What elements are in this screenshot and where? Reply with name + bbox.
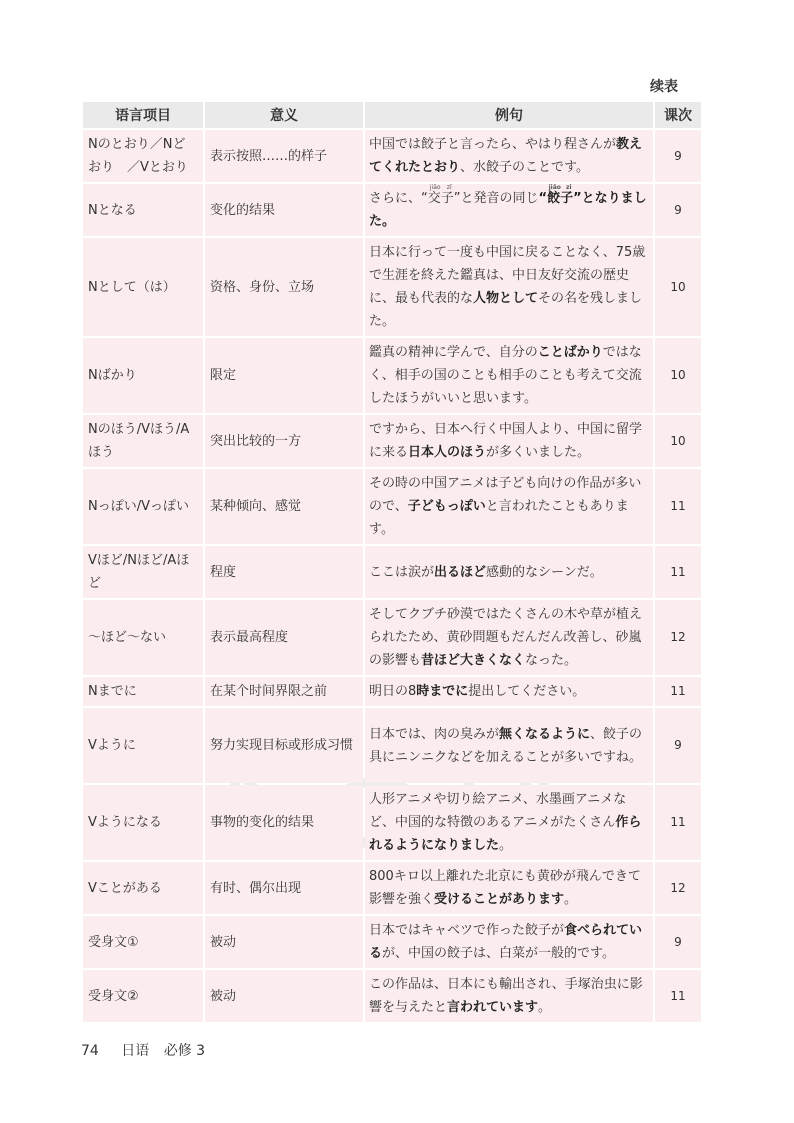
lesson-number: 9 xyxy=(655,184,701,236)
lesson-number: 11 xyxy=(655,970,701,1022)
grammar-item: Nとして（は） xyxy=(83,238,203,336)
example-text: 中国では餃子と言ったら、やはり程さんが xyxy=(369,137,617,152)
example-text: 提出してください。 xyxy=(468,684,586,699)
ruby-base: 交子 xyxy=(427,191,454,206)
grammar-meaning: 限定 xyxy=(205,338,363,413)
example-sentence xyxy=(365,677,653,706)
lesson-number: 10 xyxy=(655,338,701,413)
example-sentence xyxy=(365,130,653,182)
lesson-number: 11 xyxy=(655,677,701,706)
pinyin-reading: jiǎo zi xyxy=(547,184,574,191)
example-text: 感動的なシーンだ。 xyxy=(486,564,603,580)
header-item: 语言项目 xyxy=(83,102,203,128)
table-row xyxy=(83,415,701,467)
example-text: 。 xyxy=(538,1000,552,1015)
page-number: 74 xyxy=(81,1043,99,1059)
grammar-meaning: 资格、身份、立场 xyxy=(205,238,363,336)
example-text: 日本に行って一度も中国に戻ることなく、75歳で生涯を終えた鑑真は、中日友好交流の歴史に、最も代表的な xyxy=(369,245,646,306)
example-text: さらに、“ xyxy=(369,191,428,206)
example-highlight: ことばかり xyxy=(537,345,603,360)
grammar-item: Vほど/Nほど/Aほど xyxy=(83,546,203,598)
example-text: 。 xyxy=(499,838,513,853)
grammar-item: Nっぽい/Vっぽい xyxy=(83,469,203,544)
grammar-meaning: 被动 xyxy=(205,970,363,1022)
example-sentence xyxy=(365,600,653,675)
lesson-number: 9 xyxy=(655,708,701,783)
example-sentence xyxy=(365,785,653,860)
grammar-item: Nのとおり／Nどおり ／Vとおり xyxy=(83,130,203,182)
header-row xyxy=(83,102,701,128)
example-text: 、水餃子のことです。 xyxy=(460,160,589,175)
example-sentence xyxy=(365,415,653,467)
grammar-table xyxy=(81,100,703,1024)
example-text: 人形アニメや切り絵アニメ、水墨画アニメなど、中国的な特徴のあるアニメがたくさん xyxy=(369,792,627,830)
lesson-number: 9 xyxy=(655,130,701,182)
grammar-meaning: 被动 xyxy=(205,916,363,968)
example-text: なった。 xyxy=(525,653,578,668)
example-highlight: 出るほど xyxy=(434,564,487,580)
header-lesson: 课次 xyxy=(655,102,701,128)
header-meaning: 意义 xyxy=(205,102,363,128)
example-text: 。 xyxy=(564,892,578,907)
grammar-item: Nとなる xyxy=(83,184,203,236)
grammar-meaning: 变化的结果 xyxy=(205,184,363,236)
example-text: 800キロ以上離れた北京にも黄砂が飛んできて影響を強く xyxy=(369,869,641,907)
table-row xyxy=(83,238,701,336)
example-text: 明日の8 xyxy=(369,684,417,699)
example-highlight: 言われています xyxy=(447,1000,539,1015)
pinyin-reading: jiāo zǐ xyxy=(427,184,454,191)
example-text: この作品は、日本にも輸出され、手塚治虫に影響を与えたと xyxy=(369,977,643,1015)
grammar-item: 受身文① xyxy=(83,916,203,968)
table-row xyxy=(83,785,701,860)
example-text: と言われたこともあります。 xyxy=(369,499,629,537)
ruby-base: 餃子 xyxy=(547,191,574,206)
table-row xyxy=(83,469,701,544)
table-row xyxy=(83,677,701,706)
page-footer xyxy=(81,1040,205,1060)
grammar-item: Nまでに xyxy=(83,677,203,706)
example-text: その時の中国アニメは子ども向けの作品が多いので、 xyxy=(369,476,642,514)
lesson-number: 11 xyxy=(655,785,701,860)
lesson-number: 11 xyxy=(655,546,701,598)
example-text: ”と発音の同じ xyxy=(453,191,539,206)
example-text: が、中国の餃子は、白菜が一般的です。 xyxy=(382,946,615,961)
lesson-number: 10 xyxy=(655,415,701,467)
example-text: ですから、日本へ行く中国人より、中国に留学に来る xyxy=(369,422,643,460)
ruby-word xyxy=(427,184,454,206)
ruby-word xyxy=(547,184,574,206)
example-highlight: 子どもっぽい xyxy=(407,499,486,514)
table-row xyxy=(83,130,701,182)
book-title: 日语 xyxy=(121,1043,150,1059)
lesson-number: 9 xyxy=(655,916,701,968)
grammar-item: Vようになる xyxy=(83,785,203,860)
example-sentence xyxy=(365,338,653,413)
table-row xyxy=(83,916,701,968)
example-text: ではなく、相手の国のことも相手のことも考えて交流したほうがいいと思います。 xyxy=(369,345,642,406)
grammar-item: ～ほど～ない xyxy=(83,600,203,675)
lesson-number: 11 xyxy=(655,469,701,544)
grammar-meaning: 努力实现目标或形成习惯 xyxy=(205,708,363,783)
grammar-meaning: 事物的变化的结果 xyxy=(205,785,363,860)
grammar-meaning: 程度 xyxy=(205,546,363,598)
grammar-item: Vように xyxy=(83,708,203,783)
example-highlight: 教えてくれたとおり xyxy=(369,137,643,175)
grammar-meaning: 在某个时间界限之前 xyxy=(205,677,363,706)
example-highlight: “ xyxy=(538,191,548,206)
example-highlight: 食べられている xyxy=(369,923,643,961)
example-sentence xyxy=(365,916,653,968)
example-sentence xyxy=(365,469,653,544)
table-row xyxy=(83,546,701,598)
grammar-meaning: 表示按照……的样子 xyxy=(205,130,363,182)
lesson-number: 12 xyxy=(655,862,701,914)
example-highlight: 無くなるように xyxy=(499,726,591,742)
example-sentence xyxy=(365,184,653,236)
grammar-item: Nのほう/Vほう/Aほう xyxy=(83,415,203,467)
example-sentence xyxy=(365,238,653,336)
table-row xyxy=(83,708,701,783)
grammar-meaning: 突出比较的一方 xyxy=(205,415,363,467)
example-sentence xyxy=(365,970,653,1022)
table-row xyxy=(83,970,701,1022)
example-sentence xyxy=(365,708,653,783)
example-highlight: 昔ほど大きくなく xyxy=(421,653,526,668)
grammar-item: 受身文② xyxy=(83,970,203,1022)
example-text: が多くいました。 xyxy=(486,445,591,460)
grammar-meaning: 有时、偶尔出现 xyxy=(205,862,363,914)
header-example: 例句 xyxy=(365,102,653,128)
lesson-number: 12 xyxy=(655,600,701,675)
example-highlight: ”となりました。 xyxy=(369,191,647,229)
table-row xyxy=(83,184,701,236)
grammar-meaning: 表示最高程度 xyxy=(205,600,363,675)
table-row xyxy=(83,600,701,675)
grammar-item: Nばかり xyxy=(83,338,203,413)
example-sentence xyxy=(365,546,653,598)
example-highlight: 日本人のほう xyxy=(408,445,487,460)
example-text: 、餃子の具にニンニクなどを加えることが多いですね。 xyxy=(369,726,643,765)
example-text: そしてクブチ砂漠ではたくさんの木や草が植えられたため、黄砂問題もだんだん改善し、砂嵐の影響も xyxy=(369,607,643,668)
volume-label: 必修 3 xyxy=(163,1043,206,1059)
continued-label: 续表 xyxy=(650,79,678,95)
example-text: その名を残しました。 xyxy=(369,291,643,329)
example-text: ここは涙が xyxy=(369,564,435,580)
example-highlight: 人物として xyxy=(473,291,539,306)
example-text: 鑑真の精神に学んで、自分の xyxy=(369,345,538,360)
example-highlight: 受けることがあります xyxy=(434,892,565,907)
example-highlight: 時までに xyxy=(416,684,469,699)
grammar-item: Vことがある xyxy=(83,862,203,914)
grammar-meaning: 某种倾向、感觉 xyxy=(205,469,363,544)
table-row xyxy=(83,862,701,914)
example-text: 日本ではキャベツで作った餃子が xyxy=(369,923,565,938)
lesson-number: 10 xyxy=(655,238,701,336)
example-sentence xyxy=(365,862,653,914)
example-text: 日本では、肉の臭みが xyxy=(369,726,500,742)
table-row xyxy=(83,338,701,413)
example-highlight: 作られるようになりました xyxy=(369,815,642,853)
